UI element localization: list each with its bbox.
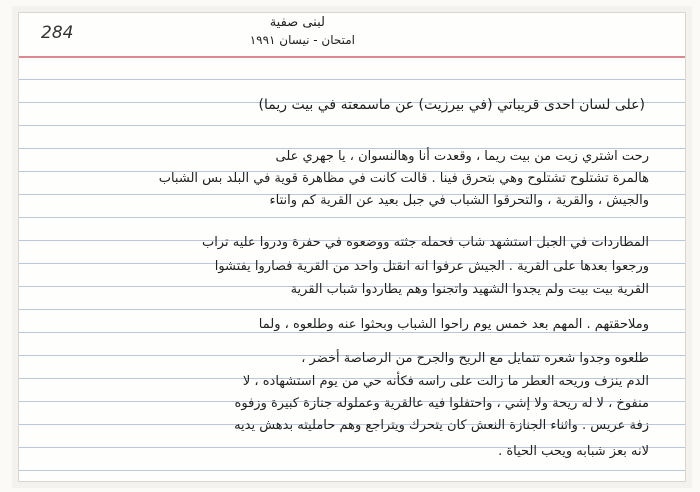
- ruled-line: [19, 470, 685, 471]
- text-line: القرية بيت بيت ولم يجدوا الشهيد واتجنوا وهم يطاردوا شباب القرية: [290, 282, 649, 297]
- text-line: زفة عريس . واثناء الجنازة النعش كان يتحرك ويتراجع وهم حامليته بدهش يديه: [234, 418, 649, 433]
- text-line: لانه بعز شبابه ويحب الحياة .: [498, 444, 649, 459]
- text-line: طلعوه وجدوا شعره تتمايل مع الريح والجرح من الرصاصة أخضر ،: [301, 351, 649, 366]
- card-number: 284: [41, 23, 74, 43]
- author-name: لبنى صفية: [269, 15, 325, 30]
- text-line: والجيش ، والقرية ، والتحرقوا الشباب في جبل بعيد عن القرية كم وانتاء: [269, 193, 649, 208]
- ruled-line: [19, 332, 685, 333]
- header-rule: [19, 56, 685, 58]
- text-line: المطاردات في الجبل استشهد شاب فحمله جثته ووضعوه في حفرة ودروا عليه تراب: [201, 235, 649, 250]
- text-line: رحت اشتري زيت من بيت ريما ، وقعدت أنا وهالنسوان ، يا جهري على: [275, 149, 649, 164]
- ruled-line: [19, 125, 685, 126]
- source-note: (على لسان احدى قريباتي (في بيرزيت) عن ماسمعته في بيت ريما): [258, 97, 645, 113]
- ruled-line: [19, 309, 685, 310]
- exam-date: امتحان - نيسان ١٩٩١: [249, 33, 355, 47]
- text-line: منفوخ ، لا له ريحة ولا إشي ، واحتفلوا فيه عالقرية وعملوله جنازة كبيرة وزفوه: [234, 396, 649, 411]
- ruled-line: [19, 217, 685, 218]
- index-card: [18, 12, 686, 482]
- text-line: الدم ينزف وريحه العطر ما زالت على راسه فكأنه حي من يوم استشهاده ، لا: [242, 374, 649, 389]
- text-line: ورجعوا بعدها على القرية . الجيش عرفوا انه انقتل واحد من القرية فصاروا يفتشوا: [214, 259, 649, 274]
- text-line: وملاحقتهم . المهم بعد خمس يوم راحوا الشباب وبحثوا عنه وطلعوه ، ولما: [258, 317, 649, 332]
- text-line: هالمرة تشتلوح تشتلوح وهي بتحرق فينا . قالت كانت في مظاهرة قوية في البلد بس الشباب: [158, 171, 649, 186]
- ruled-line: [19, 79, 685, 80]
